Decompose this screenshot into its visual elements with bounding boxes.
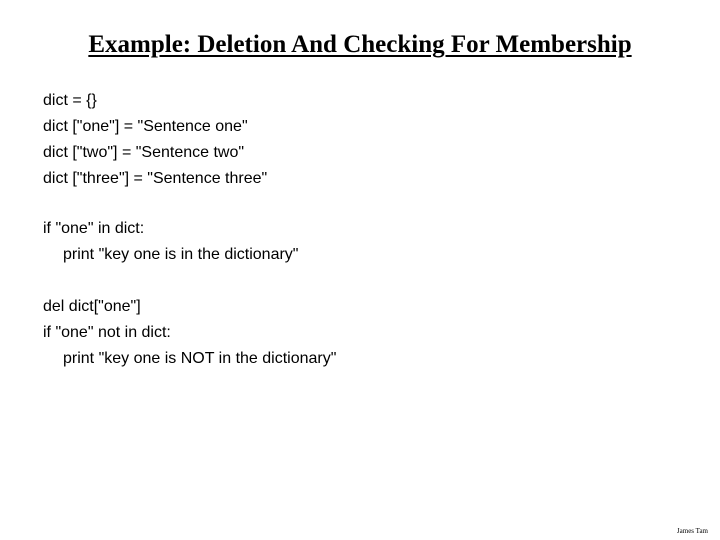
author-footer: James Tam <box>676 527 708 535</box>
code-line: if "one" in dict: <box>43 220 145 237</box>
code-line: dict ["three"] = "Sentence three" <box>43 170 268 187</box>
code-line: if "one" not in dict: <box>43 324 171 341</box>
code-line-indented: print "key one is NOT in the dictionary" <box>63 350 337 367</box>
code-line: dict = {} <box>43 92 97 109</box>
code-line: dict ["two"] = "Sentence two" <box>43 144 245 161</box>
code-line: del dict["one"] <box>43 298 141 315</box>
slide-title: Example: Deletion And Checking For Membership <box>88 31 632 58</box>
code-line: dict ["one"] = "Sentence one" <box>43 118 248 135</box>
code-line-indented: print "key one is in the dictionary" <box>63 246 299 263</box>
